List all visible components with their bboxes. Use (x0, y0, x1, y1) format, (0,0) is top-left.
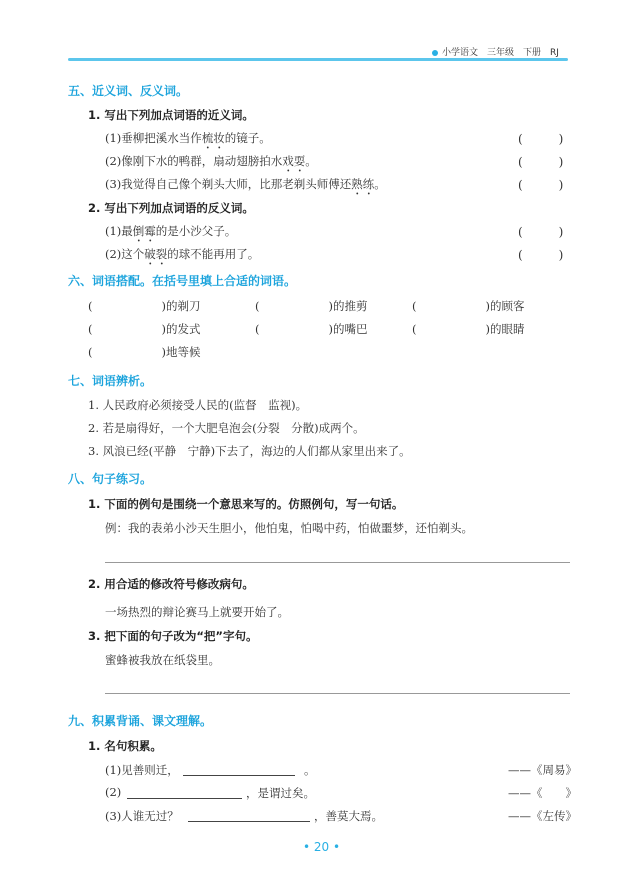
s5-q2-answer-2[interactable]: ( ) (518, 248, 564, 262)
s5-q1-answer-2[interactable]: ( ) (518, 155, 564, 169)
section-9-title: 九、积累背诵、课文理解。 (68, 714, 213, 728)
s9-item-3-mid: ，善莫大焉。 (314, 809, 383, 823)
s6-item-6[interactable]: ( )的眼睛 (412, 322, 525, 336)
s9-item-2-mid: ，是谓过矣。 (246, 786, 315, 800)
s8-q1-example: 例：我的表弟小沙天生胆小，他怕鬼，怕喝中药，怕做噩梦，还怕剃头。 (105, 521, 473, 535)
s9-item-3-blank[interactable] (188, 821, 310, 822)
s9-item-1-mid: 。 (304, 763, 316, 777)
s7-item-1: 1. 人民政府必须接受人民的(监督 监视)。 (88, 398, 308, 412)
s9-item-2-blank[interactable] (127, 798, 242, 799)
header-label (432, 45, 559, 58)
s6-item-5[interactable]: ( )的嘴巴 (255, 322, 368, 336)
s8-q3-sentence: 蜜蜂被我放在纸袋里。 (105, 653, 220, 667)
bullet-dot-icon (432, 50, 438, 56)
s9-item-3-source: ——《左传》 (508, 809, 577, 823)
s9-item-1-source: ——《周易》 (508, 763, 577, 777)
s8-q3-answer-line[interactable] (105, 693, 570, 694)
s9-item-2-pre: (2) (105, 785, 122, 799)
s8-q3-title: 3. 把下面的句子改为“把”字句。 (88, 629, 258, 643)
section-8-title: 八、句子练习。 (68, 472, 153, 486)
s9-item-1-blank[interactable] (183, 775, 295, 776)
header-label-text: 小学语文 三年级 下册 RJ (442, 48, 559, 58)
section-5-title: 五、近义词、反义词。 (68, 84, 189, 98)
s7-item-2: 2. 若是扇得好，一个大肥皂泡会(分裂 分散)成两个。 (88, 421, 365, 435)
s8-q1-answer-line[interactable] (105, 562, 570, 563)
s5-q1-item-1: (1)垂柳把溪水当作梳妆的镜子。 (105, 131, 271, 145)
s6-item-3[interactable]: ( )的顾客 (412, 299, 525, 313)
s5-q2-title: 2. 写出下列加点词语的反义词。 (88, 201, 254, 215)
s6-item-4[interactable]: ( )的发式 (88, 322, 201, 336)
s9-item-2-source: ——《 》 (508, 786, 577, 800)
s5-q1-answer-3[interactable]: ( ) (518, 178, 564, 192)
s6-item-7[interactable]: ( )地等候 (88, 345, 201, 359)
s8-q2-sentence: 一场热烈的辩论赛马上就要开始了。 (105, 605, 289, 619)
s8-q2-title: 2. 用合适的修改符号修改病句。 (88, 577, 254, 591)
page-number: • 20 • (303, 840, 341, 854)
s5-q2-answer-1[interactable]: ( ) (518, 225, 564, 239)
s5-q1-title: 1. 写出下列加点词语的近义词。 (88, 108, 254, 122)
s9-item-3-pre: (3)人谁无过？ (105, 809, 179, 823)
s9-q1-title: 1. 名句积累。 (88, 739, 162, 753)
section-7-title: 七、词语辨析。 (68, 374, 153, 388)
s5-q1-item-2: (2)像刚下水的鸭群，扇动翅膀拍水戏耍。 (105, 154, 317, 168)
s8-q1-title: 1. 下面的例句是围绕一个意思来写的。仿照例句，写一句话。 (88, 497, 404, 511)
s5-q1-answer-1[interactable]: ( ) (518, 132, 564, 146)
s7-item-3: 3. 风浪已经(平静 宁静)下去了，海边的人们都从家里出来了。 (88, 444, 411, 458)
s6-item-2[interactable]: ( )的推剪 (255, 299, 368, 313)
s6-item-1[interactable]: ( )的剃刀 (88, 299, 201, 313)
s5-q1-item-3: (3)我觉得自己像个剃头大师，比那老剃头师傅还熟练。 (105, 177, 386, 191)
s5-q2-item-1: (1)最倒霉的是小沙父子。 (105, 224, 237, 238)
s9-item-1-pre: (1)见善则迁， (105, 763, 179, 777)
section-6-title: 六、词语搭配。在括号里填上合适的词语。 (68, 274, 297, 288)
header-rule (68, 58, 568, 61)
s5-q2-item-2: (2)这个破裂的球不能再用了。 (105, 247, 260, 261)
